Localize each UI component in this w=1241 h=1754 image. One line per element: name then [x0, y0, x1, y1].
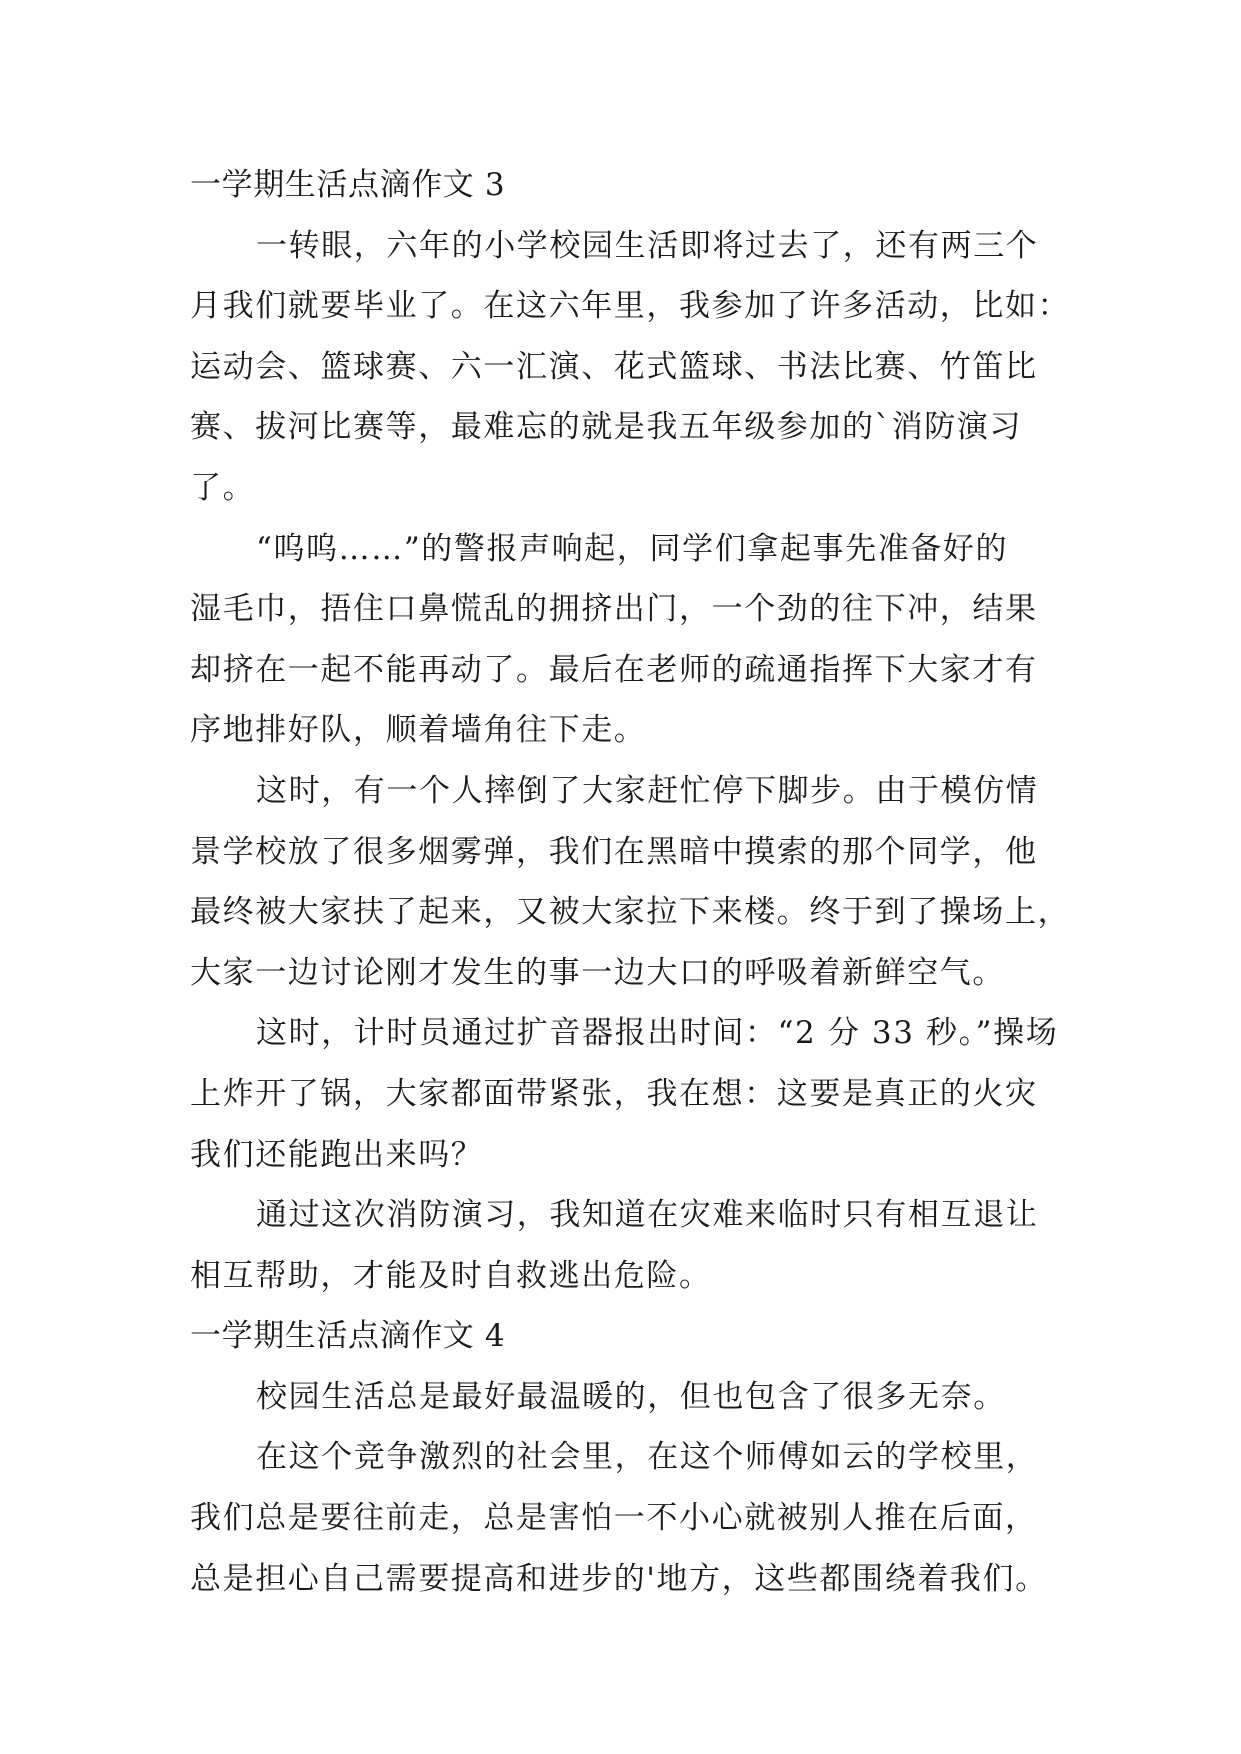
text-line: 校园生活总是最好最温暖的，但也包含了很多无奈。	[256, 1378, 1006, 1415]
text-line: 了。	[190, 469, 256, 506]
text-line: 却挤在一起不能再动了。最后在老师的疏通指挥下大家才有	[190, 651, 1038, 688]
text-line: 在这个竞争激烈的社会里，在这个师傅如云的学校里，	[256, 1439, 1039, 1476]
essay-4-heading: 一学期生活点滴作文 4	[190, 1318, 506, 1355]
text-line: 我们还能跑出来吗？	[190, 1136, 484, 1173]
text-line: 总是担心自己需要提高和进步的'地方，这些都围绕着我们。	[190, 1560, 1048, 1597]
text-line: 这时，计时员通过扩音器报出时间：“2 分 33 秒。”操场	[256, 1015, 1059, 1052]
text-line: 最终被大家扶了起来，又被大家拉下来楼。终于到了操场上，	[190, 894, 1071, 931]
text-line: 上炸开了锅，大家都面带紧张，我在想：这要是真正的火灾	[190, 1075, 1038, 1112]
text-line: 湿毛巾，捂住口鼻慌乱的拥挤出门，一个劲的往下冲，结果	[190, 591, 1038, 628]
text-line: 一转眼，六年的小学校园生活即将过去了，还有两三个	[256, 227, 1039, 264]
essay-3-heading: 一学期生活点滴作文 3	[190, 167, 506, 203]
text-line: 大家一边讨论刚才发生的事一边大口的呼吸着新鲜空气。	[190, 954, 1005, 991]
text-line: 我们总是要往前走，总是害怕一不小心就被别人推在后面，	[190, 1500, 1038, 1537]
text-line: 运动会、篮球赛、六一汇演、花式篮球、书法比赛、竹笛比	[190, 348, 1038, 385]
text-line: 相互帮助，才能及时自救逃出危险。	[190, 1257, 712, 1294]
text-line: 这时，有一个人摔倒了大家赶忙停下脚步。由于模仿情	[256, 772, 1039, 809]
text-line: 月我们就要毕业了。在这六年里，我参加了许多活动，比如：	[190, 288, 1071, 325]
document-page	[190, 155, 1070, 1609]
text-line: 序地排好队，顺着墙角往下走。	[190, 712, 647, 749]
text-line: 赛、拔河比赛等，最难忘的就是我五年级参加的`消防演习	[190, 409, 1023, 446]
text-line: 通过这次消防演习，我知道在灾难来临时只有相互退让	[256, 1197, 1039, 1234]
text-line: “呜呜……”的警报声响起，同学们拿起事先准备好的	[256, 530, 1009, 567]
text-line: 景学校放了很多烟雾弹，我们在黑暗中摸索的那个同学，他	[190, 833, 1038, 870]
